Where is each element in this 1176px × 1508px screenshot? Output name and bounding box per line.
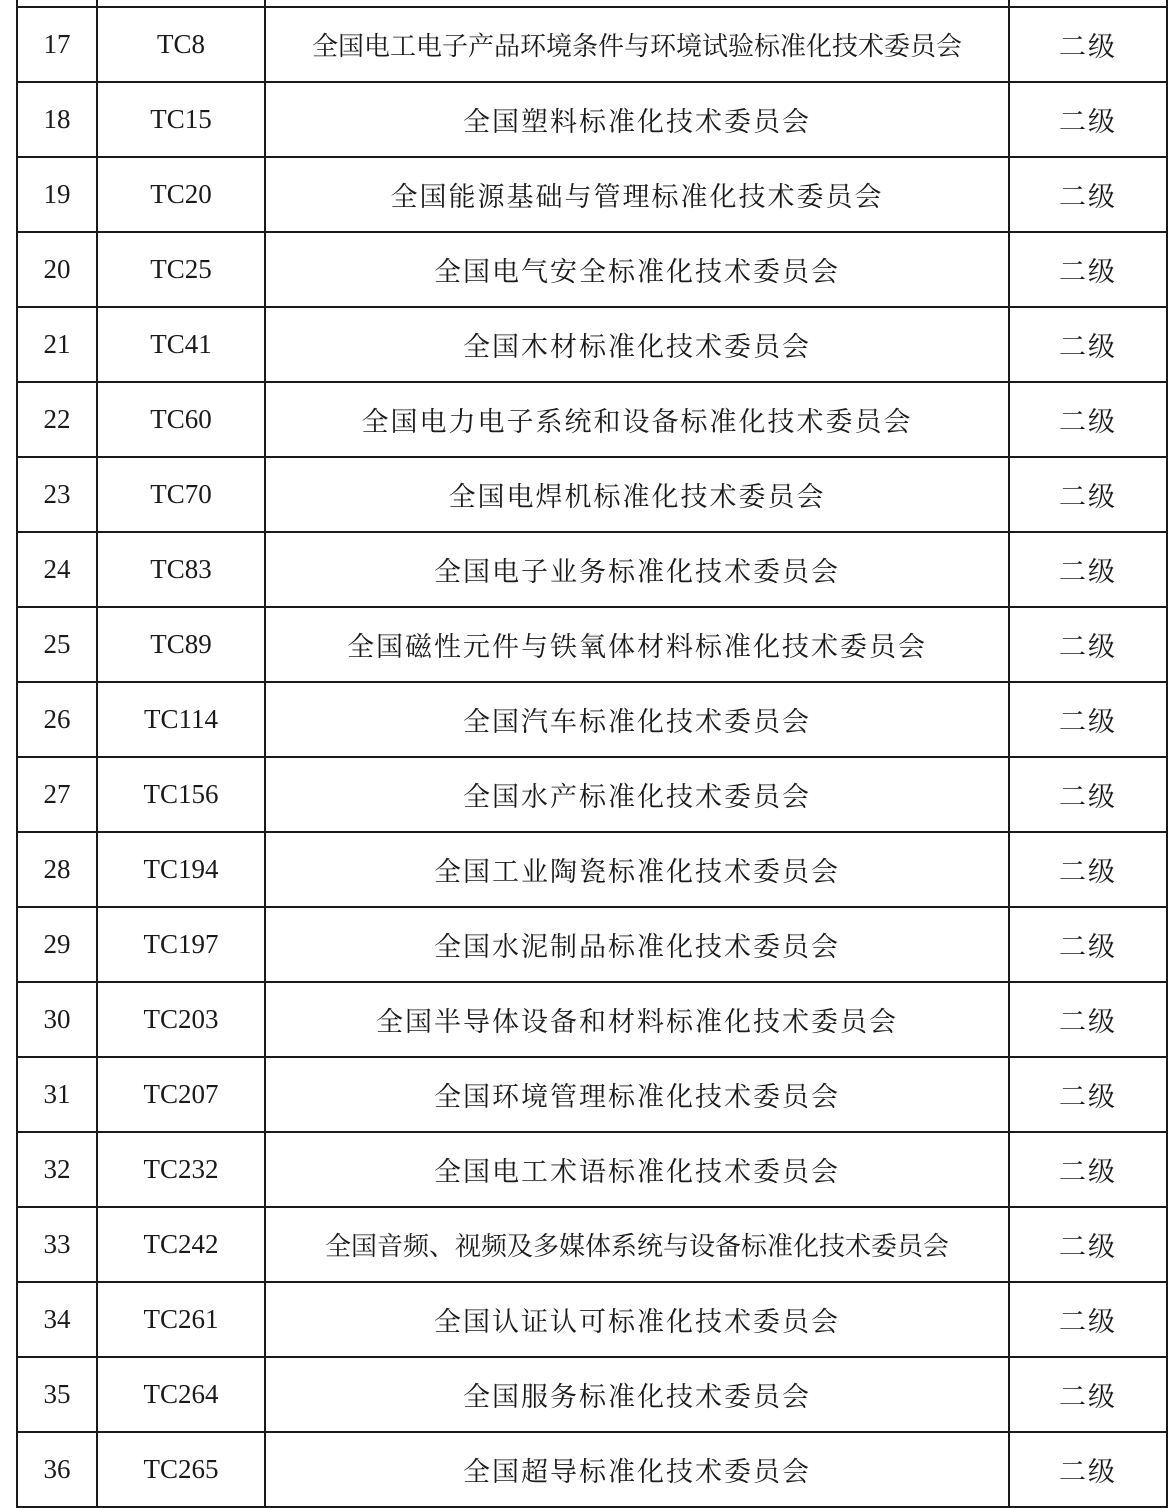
committee-name: 全国电气安全标准化技术委员会 bbox=[265, 232, 1009, 307]
committee-code: TC265 bbox=[97, 1432, 265, 1507]
table-row bbox=[17, 757, 1167, 832]
row-number: 18 bbox=[17, 82, 97, 157]
table-row bbox=[17, 157, 1167, 232]
committee-level: 二级 bbox=[1009, 157, 1167, 232]
committee-level: 二级 bbox=[1009, 232, 1167, 307]
committee-level: 二级 bbox=[1009, 82, 1167, 157]
committee-code: TC194 bbox=[97, 832, 265, 907]
row-number: 35 bbox=[17, 1357, 97, 1432]
table-row bbox=[17, 1282, 1167, 1357]
table-row bbox=[17, 1432, 1167, 1507]
table-row bbox=[17, 907, 1167, 982]
committee-code: TC114 bbox=[97, 682, 265, 757]
table-row bbox=[17, 1207, 1167, 1282]
committee-name: 全国工业陶瓷标准化技术委员会 bbox=[265, 832, 1009, 907]
committee-name: 全国音频、视频及多媒体系统与设备标准化技术委员会 bbox=[265, 1207, 1009, 1282]
committee-name: 全国电子业务标准化技术委员会 bbox=[265, 532, 1009, 607]
committee-name: 全国塑料标准化技术委员会 bbox=[265, 82, 1009, 157]
row-number: 31 bbox=[17, 1057, 97, 1132]
committee-level: 二级 bbox=[1009, 607, 1167, 682]
table-row bbox=[17, 1057, 1167, 1132]
row-number: 34 bbox=[17, 1282, 97, 1357]
committee-level: 二级 bbox=[1009, 757, 1167, 832]
committee-name: 全国电工术语标准化技术委员会 bbox=[265, 1132, 1009, 1207]
row-number: 17 bbox=[17, 7, 97, 82]
committee-code: TC232 bbox=[97, 1132, 265, 1207]
committee-name: 全国电工电子产品环境条件与环境试验标准化技术委员会 bbox=[265, 7, 1009, 82]
committee-code: TC203 bbox=[97, 982, 265, 1057]
table-row bbox=[17, 382, 1167, 457]
committee-code: TC264 bbox=[97, 1357, 265, 1432]
table-row bbox=[17, 457, 1167, 532]
committee-level: 二级 bbox=[1009, 532, 1167, 607]
committee-name: 全国木材标准化技术委员会 bbox=[265, 307, 1009, 382]
committee-level: 二级 bbox=[1009, 832, 1167, 907]
committee-level: 二级 bbox=[1009, 307, 1167, 382]
committee-name: 全国水产标准化技术委员会 bbox=[265, 757, 1009, 832]
table-row bbox=[17, 532, 1167, 607]
row-number: 29 bbox=[17, 907, 97, 982]
committee-name: 全国认证认可标准化技术委员会 bbox=[265, 1282, 1009, 1357]
committee-name: 全国超导标准化技术委员会 bbox=[265, 1432, 1009, 1507]
committee-level: 二级 bbox=[1009, 7, 1167, 82]
row-number: 23 bbox=[17, 457, 97, 532]
table-row bbox=[17, 232, 1167, 307]
committee-name: 全国服务标准化技术委员会 bbox=[265, 1357, 1009, 1432]
row-number: 25 bbox=[17, 607, 97, 682]
committee-name: 全国水泥制品标准化技术委员会 bbox=[265, 907, 1009, 982]
table-row bbox=[17, 982, 1167, 1057]
committee-code: TC197 bbox=[97, 907, 265, 982]
row-number: 26 bbox=[17, 682, 97, 757]
committee-name: 全国能源基础与管理标准化技术委员会 bbox=[265, 157, 1009, 232]
row-number: 30 bbox=[17, 982, 97, 1057]
committee-table-body bbox=[17, 0, 1167, 1507]
table-row bbox=[17, 682, 1167, 757]
committee-code: TC41 bbox=[97, 307, 265, 382]
committee-name: 全国电力电子系统和设备标准化技术委员会 bbox=[265, 382, 1009, 457]
committee-level: 二级 bbox=[1009, 1057, 1167, 1132]
row-number: 20 bbox=[17, 232, 97, 307]
committee-level: 二级 bbox=[1009, 982, 1167, 1057]
committee-name: 全国磁性元件与铁氧体材料标准化技术委员会 bbox=[265, 607, 1009, 682]
committee-code: TC156 bbox=[97, 757, 265, 832]
committee-code: TC60 bbox=[97, 382, 265, 457]
table-top-stub bbox=[17, 0, 1167, 7]
row-number: 33 bbox=[17, 1207, 97, 1282]
row-number: 27 bbox=[17, 757, 97, 832]
committee-code: TC261 bbox=[97, 1282, 265, 1357]
committee-name: 全国汽车标准化技术委员会 bbox=[265, 682, 1009, 757]
committee-code: TC15 bbox=[97, 82, 265, 157]
committee-level: 二级 bbox=[1009, 907, 1167, 982]
committee-name: 全国环境管理标准化技术委员会 bbox=[265, 1057, 1009, 1132]
row-number: 24 bbox=[17, 532, 97, 607]
committee-level: 二级 bbox=[1009, 682, 1167, 757]
row-number: 32 bbox=[17, 1132, 97, 1207]
row-number: 28 bbox=[17, 832, 97, 907]
row-number: 21 bbox=[17, 307, 97, 382]
committee-name: 全国半导体设备和材料标准化技术委员会 bbox=[265, 982, 1009, 1057]
table-row bbox=[17, 7, 1167, 82]
table-row bbox=[17, 82, 1167, 157]
committee-level: 二级 bbox=[1009, 457, 1167, 532]
row-number: 22 bbox=[17, 382, 97, 457]
table-row bbox=[17, 1132, 1167, 1207]
committee-code: TC83 bbox=[97, 532, 265, 607]
committee-level: 二级 bbox=[1009, 1132, 1167, 1207]
committee-code: TC207 bbox=[97, 1057, 265, 1132]
committee-level: 二级 bbox=[1009, 382, 1167, 457]
committee-level: 二级 bbox=[1009, 1207, 1167, 1282]
row-number: 19 bbox=[17, 157, 97, 232]
committee-table-wrapper bbox=[16, 0, 1166, 1508]
committee-code: TC25 bbox=[97, 232, 265, 307]
committee-level: 二级 bbox=[1009, 1357, 1167, 1432]
table-row bbox=[17, 832, 1167, 907]
committee-level: 二级 bbox=[1009, 1432, 1167, 1507]
committee-level: 二级 bbox=[1009, 1282, 1167, 1357]
committee-code: TC89 bbox=[97, 607, 265, 682]
committee-code: TC8 bbox=[97, 7, 265, 82]
committee-name: 全国电焊机标准化技术委员会 bbox=[265, 457, 1009, 532]
row-number: 36 bbox=[17, 1432, 97, 1507]
table-row bbox=[17, 307, 1167, 382]
committee-code: TC70 bbox=[97, 457, 265, 532]
table-row bbox=[17, 607, 1167, 682]
committee-code: TC242 bbox=[97, 1207, 265, 1282]
committee-table bbox=[16, 0, 1168, 1508]
committee-code: TC20 bbox=[97, 157, 265, 232]
table-row bbox=[17, 1357, 1167, 1432]
